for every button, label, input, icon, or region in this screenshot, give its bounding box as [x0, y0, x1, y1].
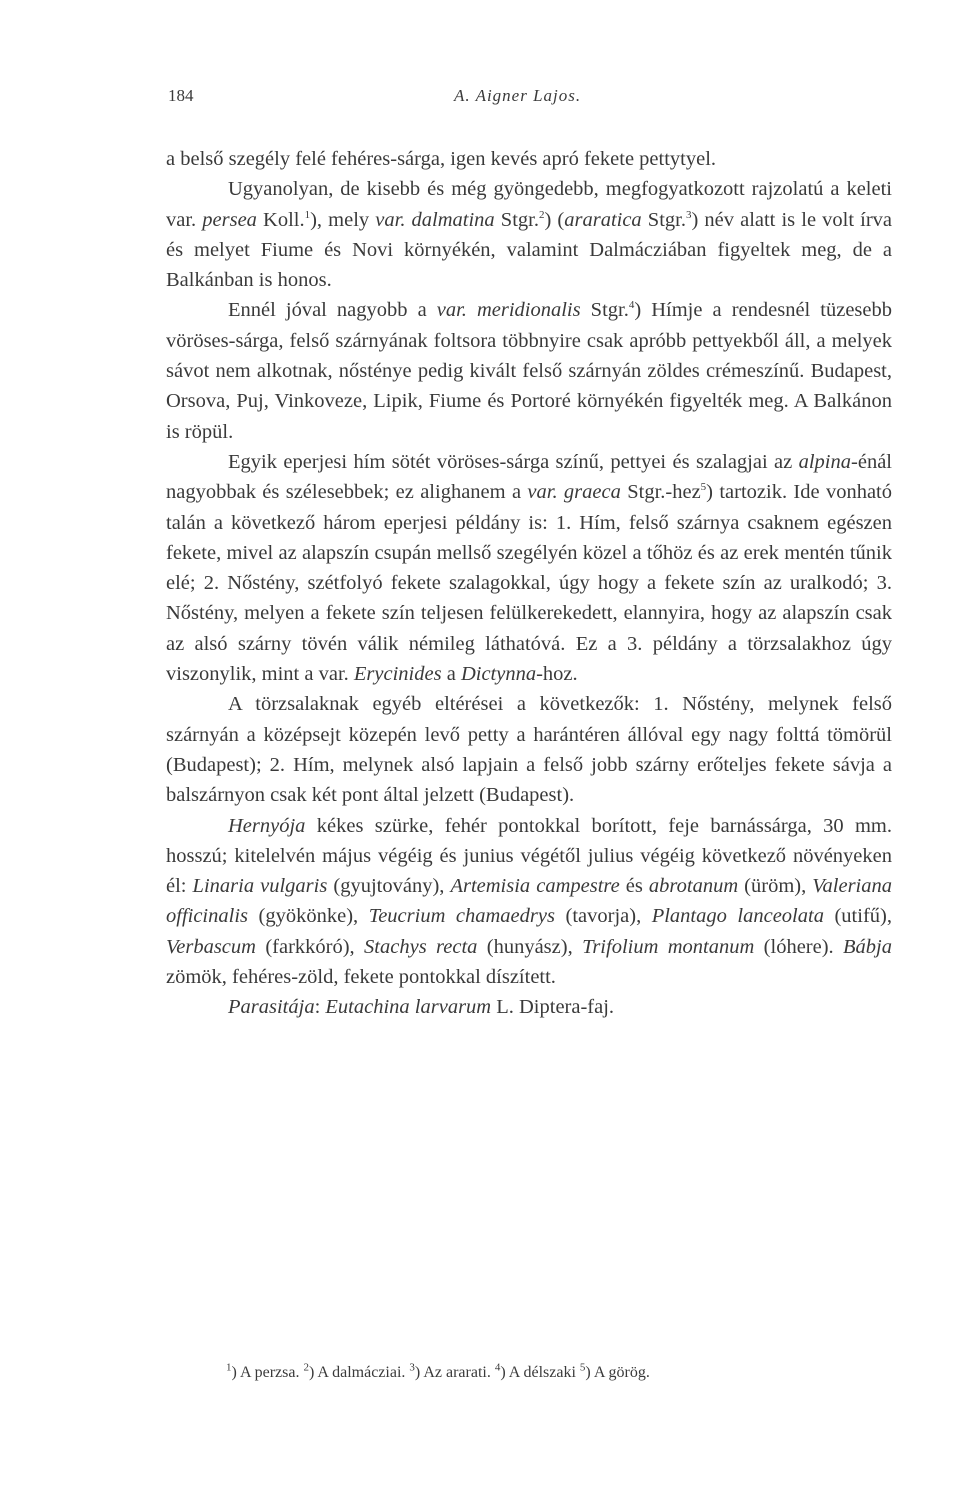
paragraph: Ugyanolyan, de kisebb és még gyöngedebb, megfogyatkozott rajzolatú a keleti var. persea Koll.$^1$), mely var. dalmatina Stgr.$^2$) (araratica Stgr.$^3$) név alatt is le volt írva és melyet Fiume és Novi környékén, valamint Dalmácziában figyeltek meg, de a Balkánban is honos. [166, 178, 893, 292]
paragraph: Egyik eperjesi hím sötét vöröses-sárga színű, pettyei és szalagjai az alpina-énál nagyobbak és szélesebbek; ez alighanem a var. graeca Stgr.-hez$^5$) tartozik. Ide vonható talán a következő három eperjesi példány is: 1. Hím, felső szárnya csaknem egészen fekete, mivel az alapszín csupán mellső szegélyén közel a tőhöz és az erek mentén tűnik elé; 2. Nőstény, szétfolyó fekete szalagokkal, úgy hogy a fekete szín az uralkodó; 3. Nőstény, melyen a fekete szín teljesen felülkerekedett, elannyira, hogy az alapszín csak az alsó szárny tövén válik némileg láthatóvá. Ez a 3. példány a törzsalakhoz úgy viszonylik, mint a var. Erycinides a Dictynna-hoz. [166, 450, 893, 686]
running-head: A. Aigner Lajos. [454, 86, 582, 105]
page-header [168, 86, 890, 116]
paragraph: Ennél jóval nagyobb a var. meridionalis Stgr.$^4$) Hímje a rendesnél tüzesebb vöröses-sárga, felső szárnyának foltsora többnyire csak apróbb pettyekből áll, a melyek sávot nem alkotnak, nőstényе pedig kivált felső szárnyán zöldes crémeszínű. Budapest, Orsova, Puj, Vinkoveze, Lipik, Fiume és Portoré környékén figyelték meg. A Balkánon is röpül. [166, 299, 893, 443]
body-text [166, 144, 892, 1023]
paragraph: Hernyója kékes szürke, fehér pontokkal borított, feje barnássárga, 30 mm. hosszú; kitelelvén május végéig és junius végétől julius végéig következő növényeken él: Linaria vulgaris (gyujtovány), Artemisia campestre és abrotanum (üröm), Valeriana officinalis (gyökönke), Teucrium chamaedrys (tavorja), Plantago lanceolata (utifű), Verbascum (farkkóró), Stachys recta (hunyász), Trifolium montanum (lóhere). Bábja zömök, fehéres-zöld, fekete pontokkal díszített. [166, 814, 892, 989]
page-number: 184 [168, 86, 194, 105]
paragraph: a belső szegély felé fehéres-sárga, igen kevés apró fekete pettytyel. [166, 148, 717, 170]
paragraph: Parasitája: Eutachina larvarum L. Diptera-faj. [228, 996, 615, 1019]
footnotes: $^1$) A perzsa. $^2$) A dalmácziai. $^3$) Az ararati. $^4$) A délszaki $^5$) A görög. [226, 1361, 650, 1381]
paragraph: A törzsalaknak egyéb eltérései a következők: 1. Nőstény, melynek felső szárnyán a középsejt közepén levő petty a harántéren állóval egy nagy folttá tömörül (Budapest); 2. Hím, melynek alsó lapjain a felső jobb szárny erőteljes fekete sávja a balszárnyon csak két pont által jelzett (Budapest). [166, 693, 892, 807]
